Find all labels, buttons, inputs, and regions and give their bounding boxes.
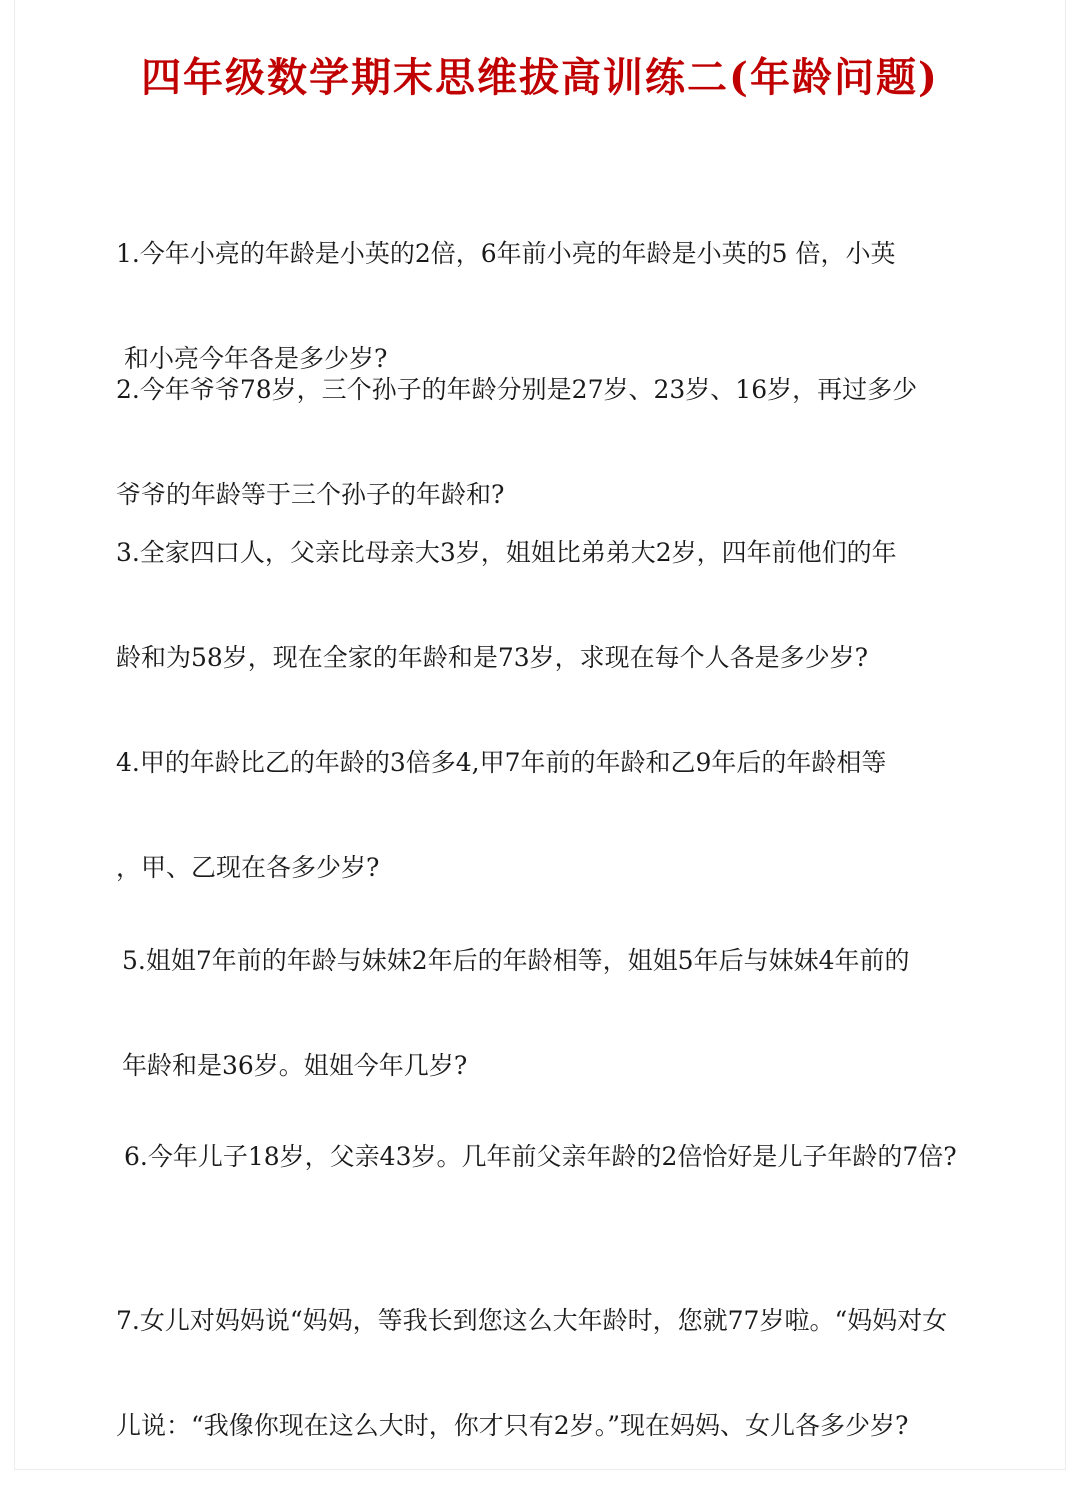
question-7-line-1: 7.女儿对妈妈说“妈妈，等我长到您这么大年龄时，您就77岁啦。“妈妈对女 (116, 1306, 948, 1335)
question-2-line-1: 2.今年爷爷78岁，三个孙子的年龄分别是27岁、23岁、16岁，再过多少 (116, 375, 918, 404)
question-1-line-2: 和小亮今年各是多少岁? (116, 344, 388, 373)
question-1-line-1: 1.今年小亮的年龄是小英的2倍，6年前小亮的年龄是小英的5 倍，小英 (116, 239, 896, 268)
question-2-line-2: 爷爷的年龄等于三个孙子的年龄和? (116, 480, 505, 509)
question-3 (116, 465, 897, 710)
question-6 (124, 1069, 957, 1209)
question-3-line-2: 龄和为58岁，现在全家的年龄和是73岁，求现在每个人各是多少岁? (116, 643, 869, 672)
question-5-line-1: 5.姐姐7年前的年龄与妹妹2年后的年龄相等，姐姐5年后与妹妹4年前的 (122, 946, 910, 975)
question-7 (116, 1233, 947, 1478)
question-6-line-1: 6.今年儿子18岁，父亲43岁。几年前父亲年龄的2倍恰好是儿子年龄的7倍? (124, 1142, 957, 1171)
question-4-line-2: ，甲、乙现在各多少岁? (116, 853, 380, 882)
question-7-line-2: 儿说：“我像你现在这么大时，你才只有2岁。”现在妈妈、女儿各多少岁? (116, 1411, 909, 1440)
worksheet-title: 四年级数学期末思维拔高训练二(年龄问题) (141, 54, 939, 101)
question-3-line-1: 3.全家四口人，父亲比母亲大3岁，姐姐比弟弟大2岁，四年前他们的年 (116, 538, 897, 567)
question-5-line-2: 年龄和是36岁。姐姐今年几岁? (122, 1051, 468, 1080)
question-4-line-1: 4.甲的年龄比乙的年龄的3倍多4,甲7年前的年龄和乙9年后的年龄相等 (116, 748, 887, 777)
